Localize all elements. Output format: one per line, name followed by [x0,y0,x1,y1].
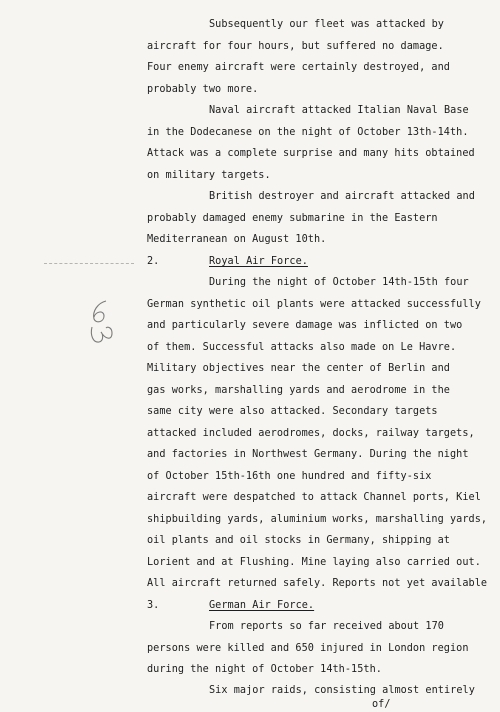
text-line: and factories in Northwest Germany. During the night [147,449,469,460]
text-line: From reports so far received about 170 [209,621,444,632]
section-heading: German Air Force. [209,600,315,611]
text-line: Four enemy aircraft were certainly destroyed, and [147,62,450,73]
text-line: Attack was a complete surprise and many hits obtained [147,148,475,159]
text-line: oil plants and oil stocks in Germany, shipping at [147,535,450,546]
text-line: Military objectives near the center of Berlin and [147,363,450,374]
text-line: on military targets. [147,170,271,181]
text-line: During the night of October 14th-15th four [209,277,469,288]
section-heading: Royal Air Force. [209,256,308,267]
text-line: Six major raids, consisting almost entirely [209,685,475,696]
text-line: aircraft were despatched to attack Channel ports, Kiel [147,492,481,503]
text-line: of October 15th-16th one hundred and fifty-six [147,471,432,482]
text-line: and particularly severe damage was inflicted on two [147,320,463,331]
text-line: in the Dodecanese on the night of October 13th-14th. [147,127,469,138]
text-line: persons were killed and 650 injured in London region [147,643,469,654]
text-line: aircraft for four hours, but suffered no damage. [147,41,444,52]
text-line: Naval aircraft attacked Italian Naval Base [209,105,469,116]
text-line: Lorient and at Flushing. Mine laying also carried out. [147,557,481,568]
text-line: probably two more. [147,84,259,95]
text-line: Mediterranean on August 10th. [147,234,327,245]
text-line: British destroyer and aircraft attacked and [209,191,475,202]
text-line: of them. Successful attacks also made on Le Havre. [147,342,457,353]
text-line: attacked included aerodromes, docks, railway targets, [147,428,475,439]
section-number: 2. [147,256,160,267]
text-line: German synthetic oil plants were attacked successfully [147,299,481,310]
section-number: 3. [147,600,160,611]
margin-rule [44,263,134,264]
text-line: during the night of October 14th-15th. [147,664,382,675]
text-line: gas works, marshalling yards and aerodrome in the [147,385,450,396]
pencil-mark-icon [84,297,118,347]
catchword: of/ [372,699,391,710]
text-line: same city were also attacked. Secondary targets [147,406,438,417]
text-line: All aircraft returned safely. Reports not yet available [147,578,488,589]
text-line: Subsequently our fleet was attacked by [209,19,444,30]
text-line: shipbuilding yards, aluminium works, marshalling yards, [147,514,488,525]
text-line: probably damaged enemy submarine in the Eastern [147,213,438,224]
